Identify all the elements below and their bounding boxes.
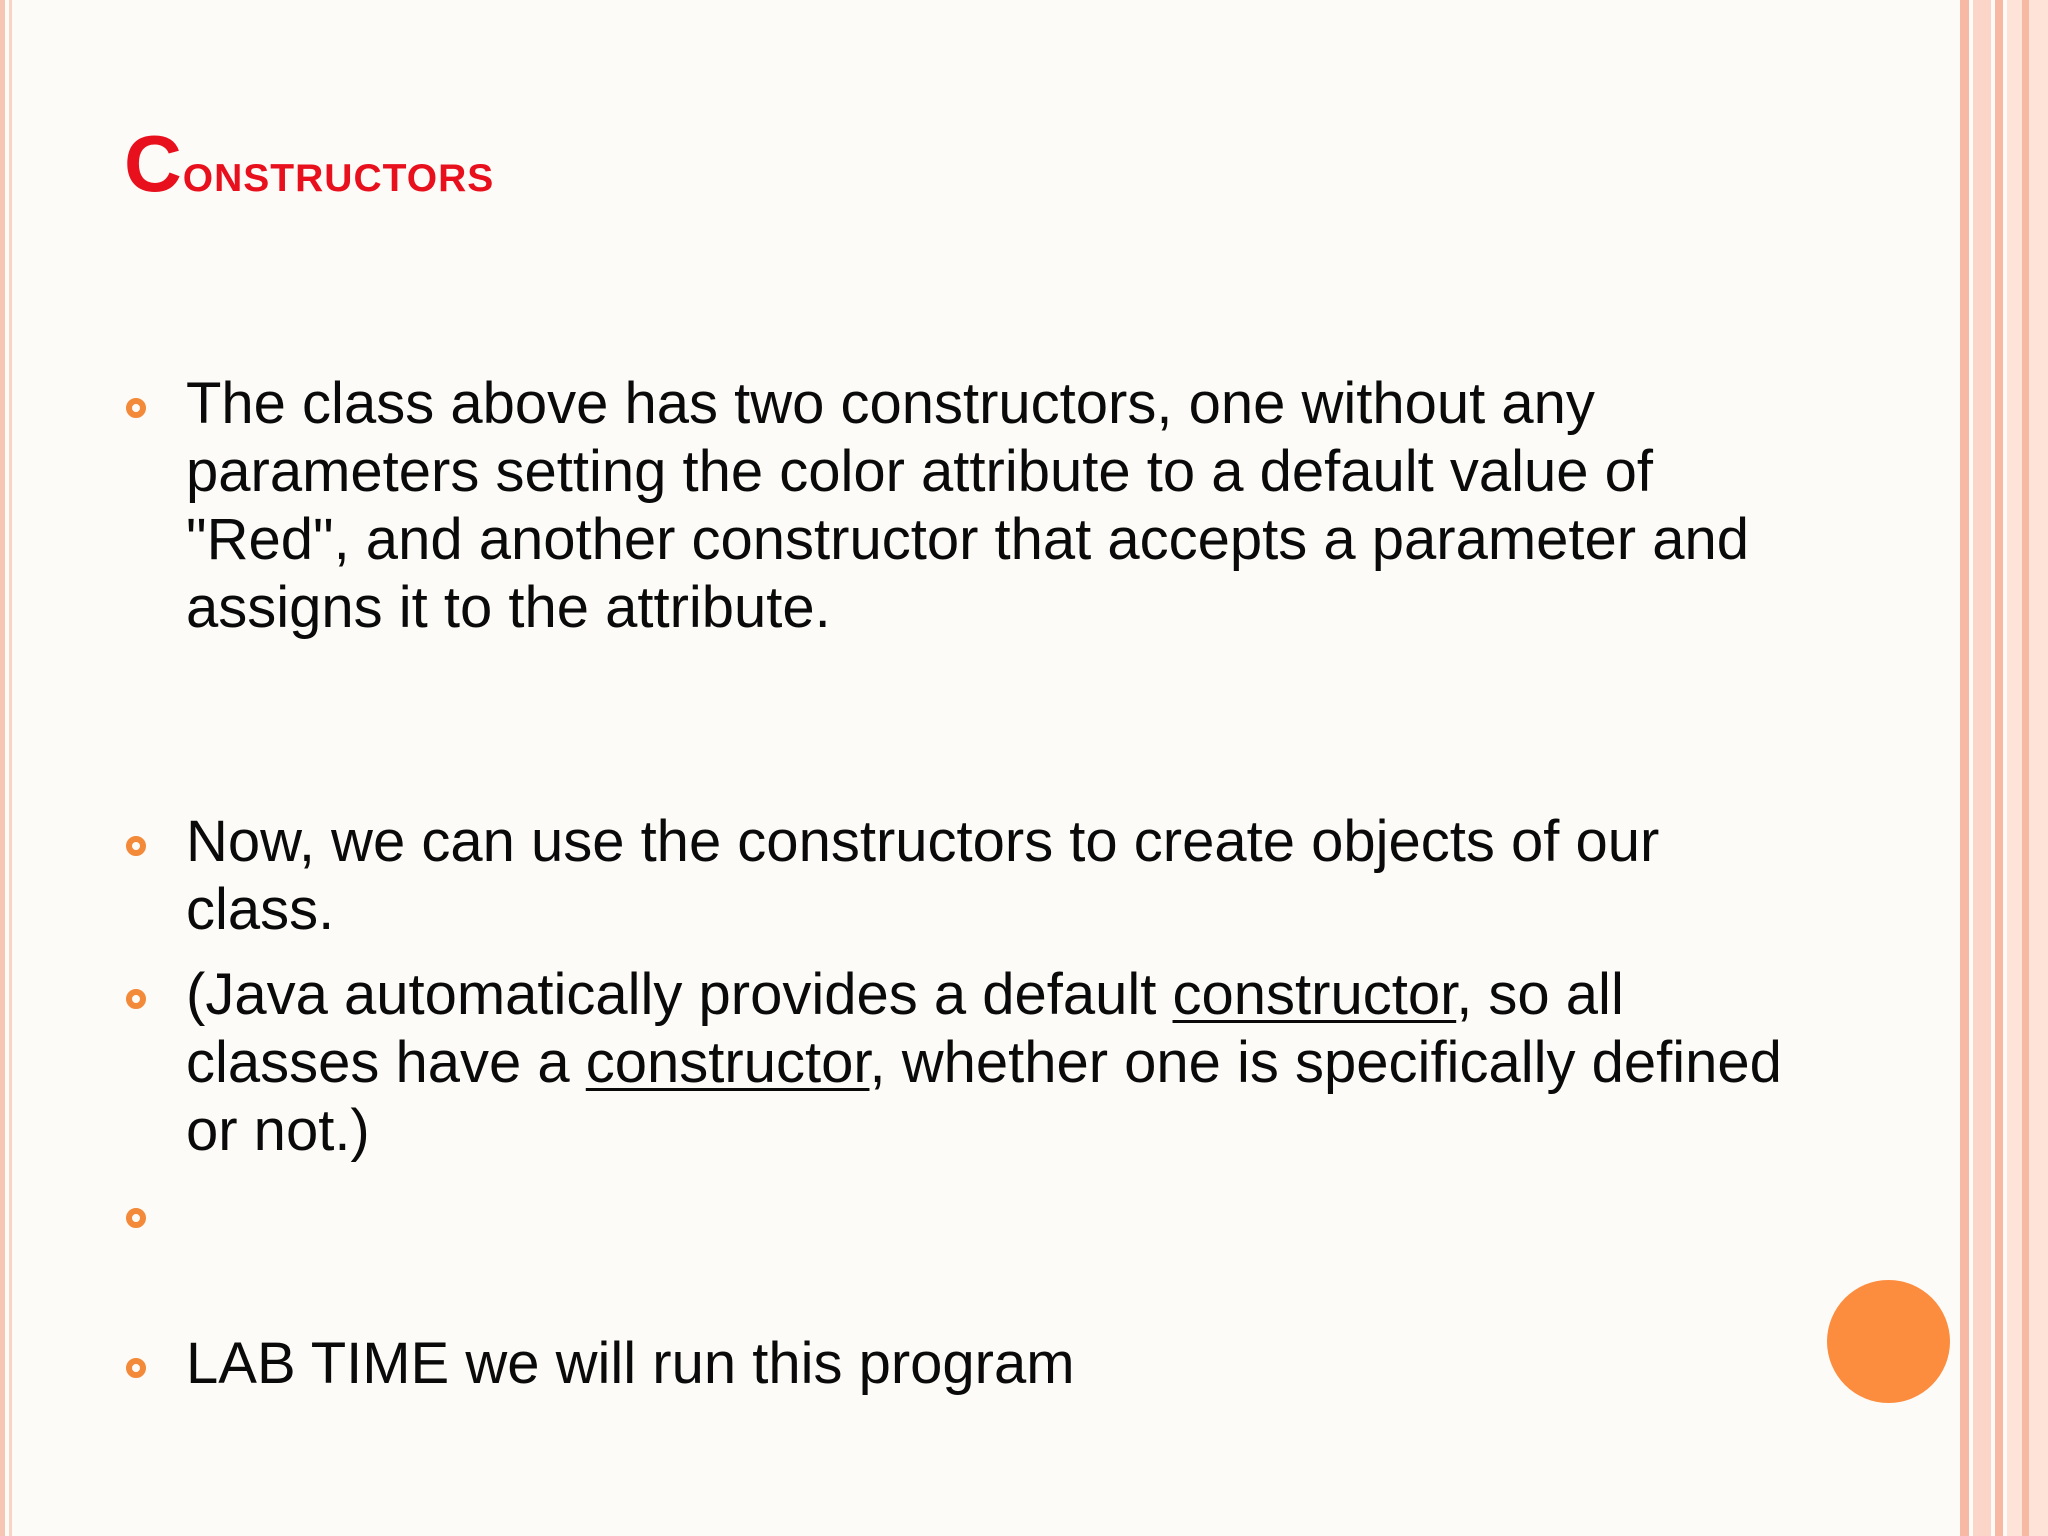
bullet-text: Now, we can use the constructors to create objects of our class. — [186, 809, 1660, 942]
right-border-stripe — [1973, 0, 1991, 1536]
right-border-stripe — [1995, 0, 2003, 1536]
constructor-link[interactable]: constructor — [1172, 962, 1457, 1027]
slide-title — [124, 118, 494, 210]
right-border-stripe — [2022, 0, 2029, 1536]
slide-title-initial: C — [124, 119, 183, 208]
hollow-circle-bullet-icon — [126, 398, 146, 418]
bullet-text — [186, 961, 1786, 1165]
left-border-stripe — [0, 0, 5, 1536]
bullet-text: LAB TIME we will run this program — [186, 1331, 1075, 1396]
constructor-link[interactable]: constructor — [585, 1030, 870, 1095]
right-border-stripe — [1960, 0, 1969, 1536]
hollow-circle-bullet-icon — [126, 1208, 146, 1228]
bullet-text-part: , whether one is specifically defined or not.) — [186, 1030, 1782, 1163]
orange-dot-icon — [1827, 1280, 1950, 1403]
hollow-circle-bullet-icon — [126, 836, 146, 856]
bullet-text-part: , so all classes have a — [186, 962, 1624, 1095]
bullet-text-part: (Java automatically provides a default — [186, 962, 1173, 1027]
hollow-circle-bullet-icon — [126, 989, 146, 1009]
hollow-circle-bullet-icon — [126, 1358, 146, 1378]
bullet-text: The class above has two constructors, one without any parameters setting the color attribute to a default value of "Red", and another constructor that accepts a parameter and assigns it to the attribute. — [186, 371, 1749, 640]
slide-title-rest: onstructors — [182, 140, 495, 203]
left-border-stripe-inner — [9, 0, 12, 1536]
